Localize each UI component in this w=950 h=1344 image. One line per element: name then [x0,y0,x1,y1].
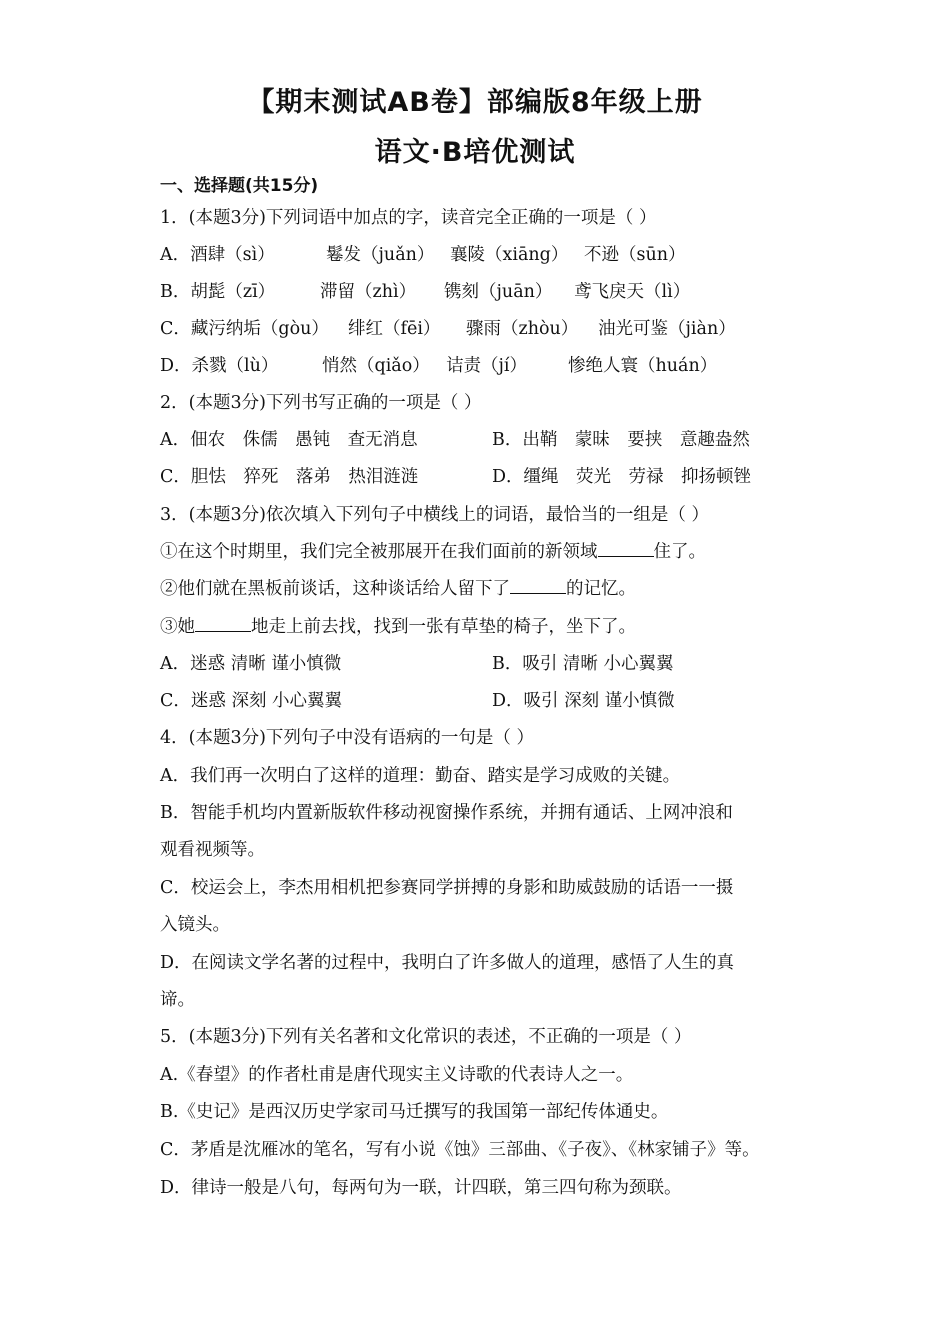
section-heading: 一、选择题(共15分) [160,176,319,196]
sentence-text: ②他们就在黑板前谈话，这种谈话给人留下了 [160,579,510,599]
question-3-stem: 3．(本题3分)依次填入下列句子中横线上的词语，最恰当的一组是（ ） [160,505,709,525]
question-3-sentence-3 [160,615,636,639]
question-4-option-b-line1: B．智能手机均内置新版软件移动视窗操作系统，并拥有通话、上网冲浪和 [160,803,733,823]
option-part: B．胡髭（zī） [160,282,276,302]
sentence-text: 住了。 [653,542,706,562]
question-5-option-c: C．茅盾是沈雁冰的笔名，写有小说《蚀》三部曲、《子夜》、《林家铺子》等。 [160,1140,760,1160]
question-1-option-d [160,354,717,378]
option-part: 诘责（jí） [446,356,528,376]
fill-blank [510,577,566,594]
question-5-option-b: B.《史记》是西汉历史学家司马迁撰写的我国第一部纪传体通史。 [160,1102,669,1122]
question-4-option-a: A．我们再一次明白了这样的道理：勤奋、踏实是学习成败的关键。 [160,766,681,786]
question-3-option-c: C．迷惑 深刻 小心翼翼 [160,691,343,711]
exam-title: 【期末测试AB卷】部编版8年级上册 [247,87,703,118]
question-1-option-c [160,317,736,341]
option-part: 镌刻（juān） [444,282,553,302]
question-3-option-d: D．吸引 深刻 谨小慎微 [492,691,675,711]
question-3-option-b: B．吸引 清晰 小心翼翼 [492,654,674,674]
sentence-text: ①在这个时期里，我们完全被那展开在我们面前的新领域 [160,542,598,562]
question-4-stem: 4．(本题3分)下列句子中没有语病的一句是（ ） [160,728,534,748]
question-3-sentence-1 [160,540,706,564]
question-3-option-a: A．迷惑 清晰 谨小慎微 [160,654,342,674]
question-2-option-a: A．佃农 侏儒 愚钝 查无消息 [160,430,418,450]
sentence-text: 地走上前去找，找到一张有草垫的椅子，坐下了。 [251,617,636,637]
question-5-option-d: D．律诗一般是八句，每两句为一联，计四联，第三四句称为颈联。 [160,1178,682,1198]
option-part: 襄陵（xiāng） [450,245,569,265]
question-5-stem: 5．(本题3分)下列有关名著和文化常识的表述，不正确的一项是（ ） [160,1027,692,1047]
sentence-text: 的记忆。 [566,579,636,599]
question-5-option-a: A.《春望》的作者杜甫是唐代现实主义诗歌的代表诗人之一。 [160,1065,634,1085]
fill-blank [195,615,251,632]
option-part: 鬈发（juǎn） [326,245,435,265]
option-part: C．藏污纳垢（gòu） [160,319,329,339]
question-3-sentence-2 [160,577,636,601]
sentence-text: ③她 [160,617,195,637]
option-part: 惨绝人寰（huán） [568,356,718,376]
question-1-option-b [160,280,690,304]
exam-subtitle: 语文·B培优测试 [374,137,576,168]
question-2-option-d: D．缰绳 荧光 劳禄 抑扬顿锉 [492,467,752,487]
option-part: A．酒肆（sì） [160,245,275,265]
question-4-option-b-line2: 观看视频等。 [160,840,265,860]
question-1-option-a [160,243,686,267]
question-2-option-c: C．胆怯 猝死 落弟 热泪涟涟 [160,467,419,487]
question-4-option-c-line2: 入镜头。 [160,915,230,935]
question-2-option-b: B．出鞘 蒙昧 要挟 意趣盎然 [492,430,750,450]
option-part: 油光可鉴（jiàn） [598,319,736,339]
option-part: 鸢飞戾天（lì） [574,282,691,302]
question-4-option-d-line2: 谛。 [160,990,195,1010]
fill-blank [598,540,654,557]
option-part: D．杀戮（lù） [160,356,279,376]
question-4-option-c-line1: C．校运会上，李杰用相机把参赛同学拼搏的身影和助威鼓励的话语一一摄 [160,878,734,898]
question-1-stem: 1．(本题3分)下列词语中加点的字，读音完全正确的一项是（ ） [160,208,657,228]
option-part: 滞留（zhì） [320,282,417,302]
option-part: 悄然（qiǎo） [322,356,430,376]
option-part: 不逊（sūn） [584,245,686,265]
question-2-stem: 2．(本题3分)下列书写正确的一项是（ ） [160,393,482,413]
option-part: 骤雨（zhòu） [466,319,579,339]
option-part: 绯红（fēi） [348,319,441,339]
question-4-option-d-line1: D．在阅读文学名著的过程中，我明白了许多做人的道理，感悟了人生的真 [160,953,735,973]
